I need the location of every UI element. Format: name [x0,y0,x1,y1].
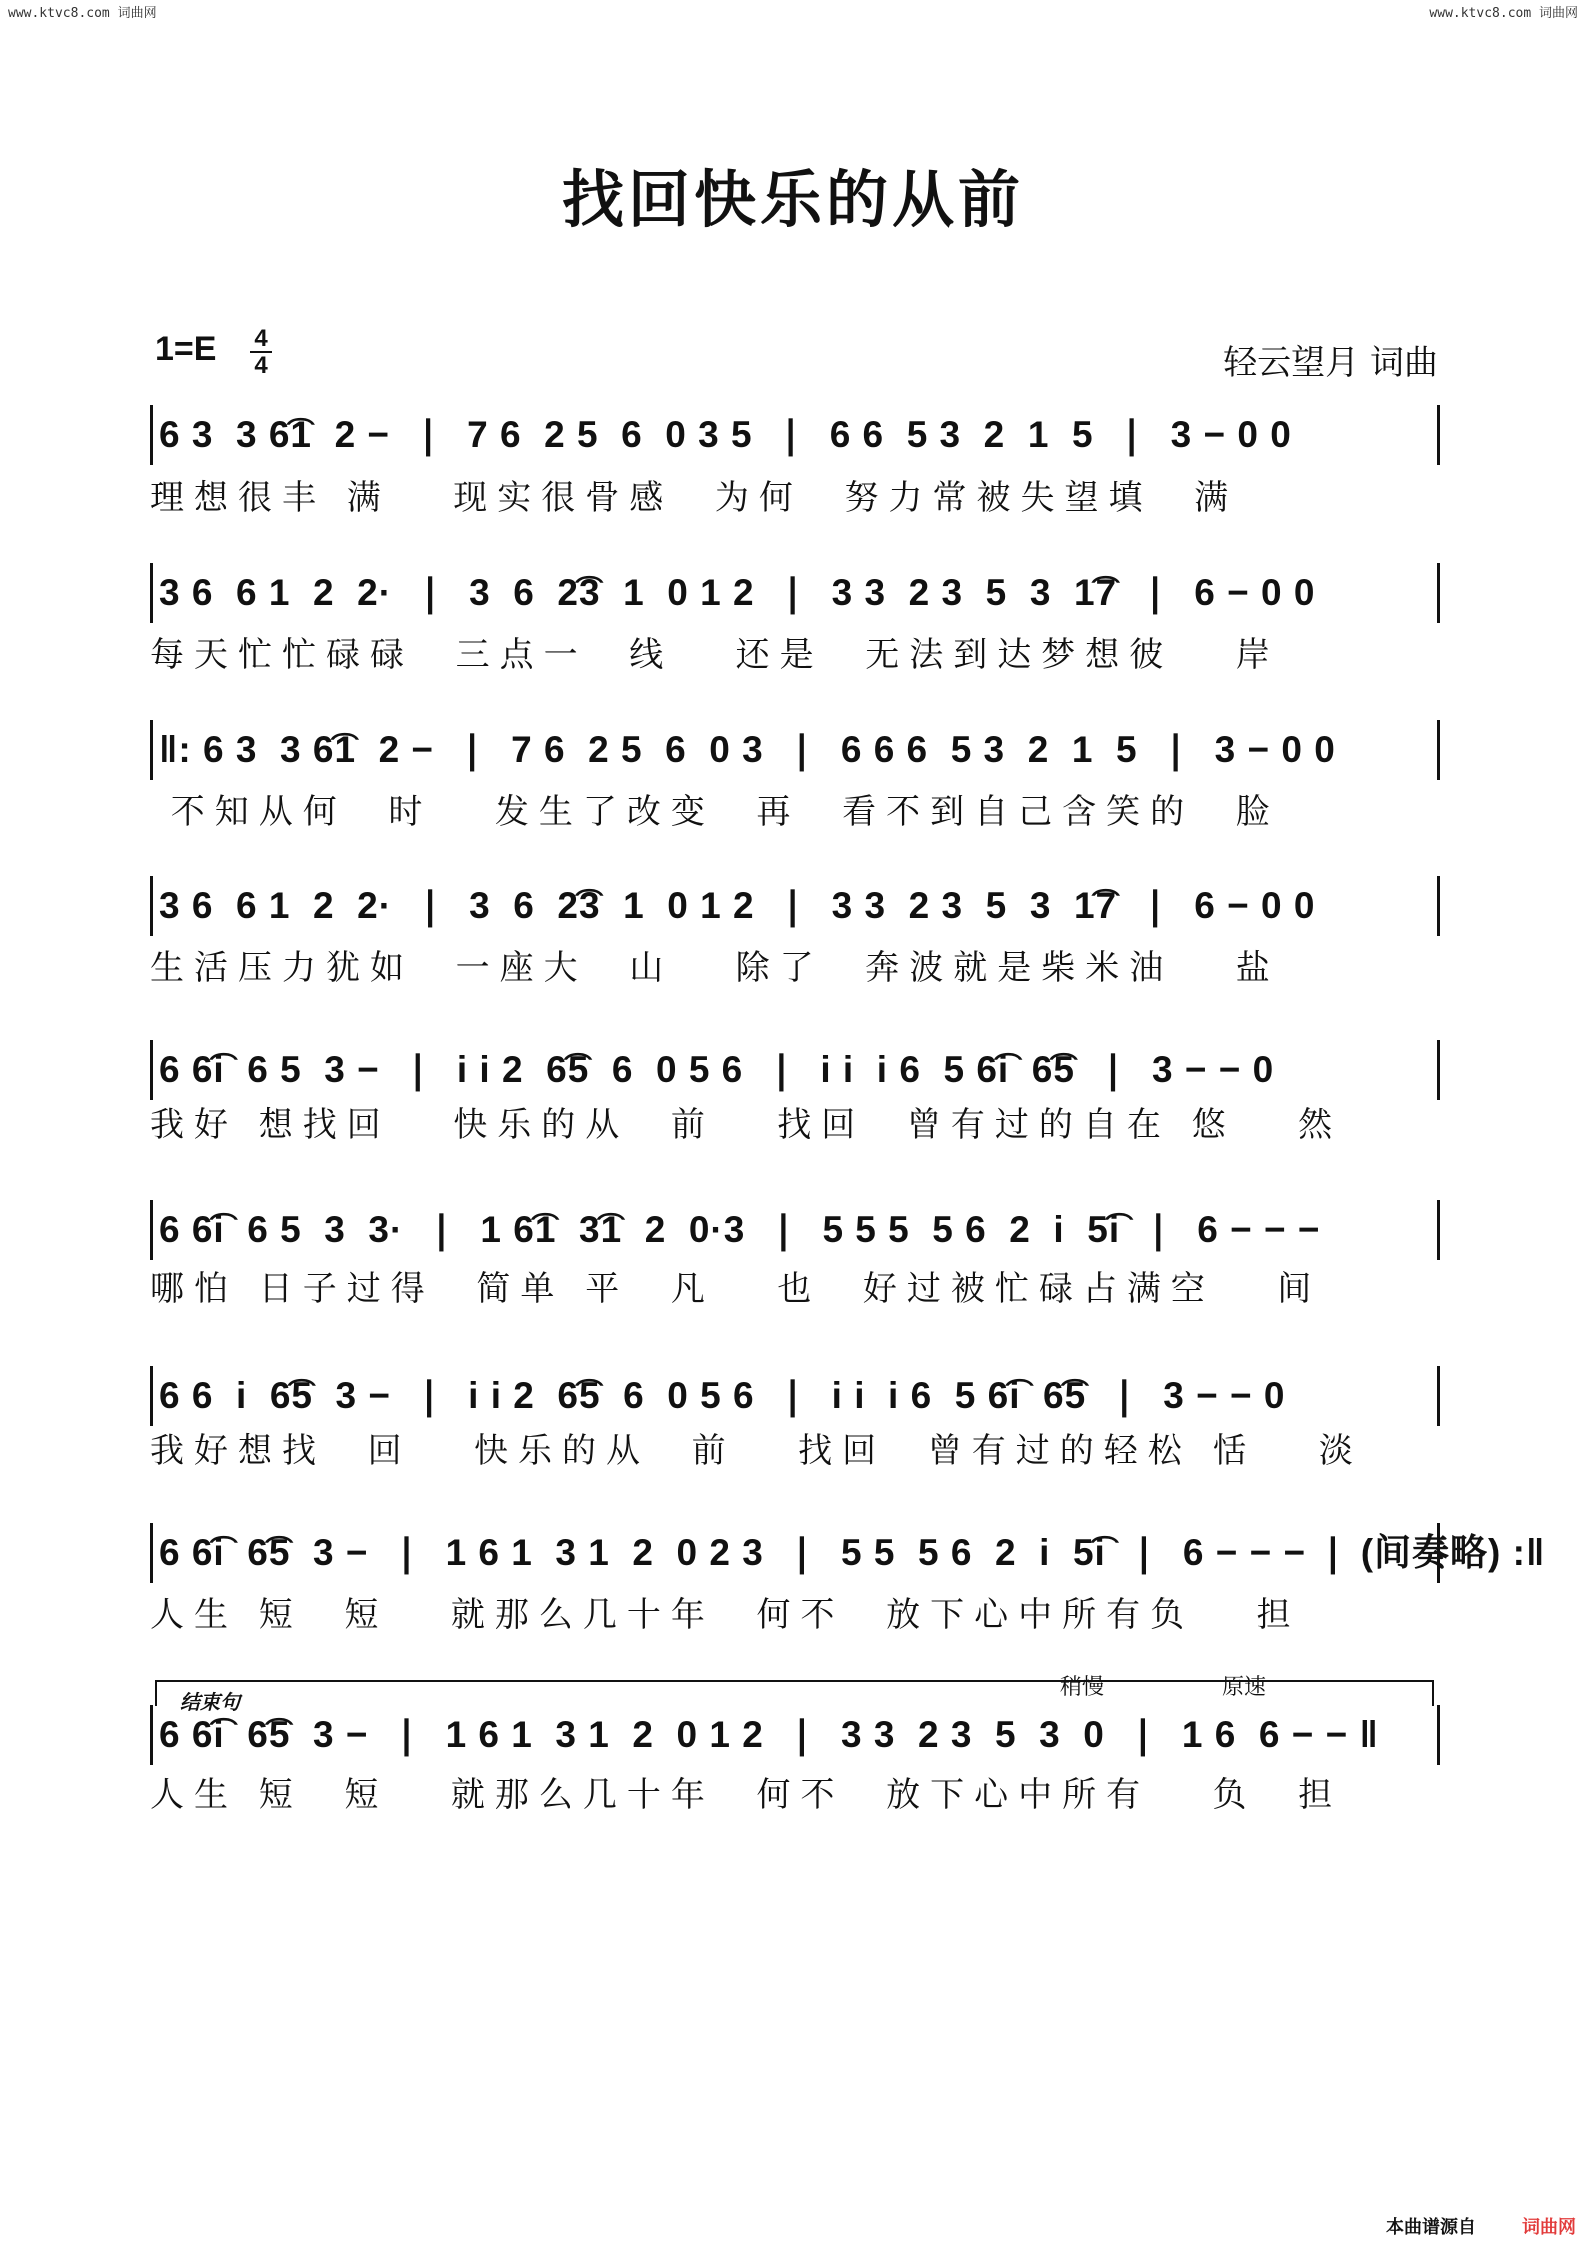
tempo-original-marking: 原速 [1222,1674,1267,1699]
lyric-row-4: 生活压力犹如 一座大 山 除了 奔波就是柴米油 盐 [150,948,1280,988]
time-signature-top: 4 [250,326,272,353]
time-signature [250,326,272,378]
time-signature-bottom: 4 [254,352,268,379]
lyric-row-3: 不知从何 时 发生了改变 再 看不到自己含笑的 脸 [150,792,1280,832]
notation-row-9: 6 6͡i 6͡5 3 − ❘ 1 6 1 3 1 2 0 1 2 ❘ 3 3 2 3 5 3 0 ❘ 1 6 6 − − ‖ [150,1705,1440,1765]
key-signature: 1=E [155,330,217,368]
notation-row-4: 3 6 6 1 2 2· ❘ 3 6 2͡3 1 0 1 2 ❘ 3 3 2 3 5 3 1͡7 ❘ 6 − 0 0 [150,876,1440,936]
lyric-row-6: 哪怕 日子过得 简单 平 凡 也 好过被忙碌占满空 间 [150,1269,1322,1309]
lyric-row-8: 人生 短 短 就那么几十年 何不 放下心中所有负 担 [150,1595,1301,1635]
notation-row-2: 3 6 6 1 2 2· ❘ 3 6 2͡3 1 0 1 2 ❘ 3 3 2 3 5 3 1͡7 ❘ 6 − 0 0 [150,563,1440,623]
lyric-row-5: 我好 想找回 快乐的从 前 找回 曾有过的自在 悠 然 [150,1105,1343,1145]
notation-row-5: 6 6͡i 6 5 3 − ❘ i i 2 6͡5 6 0 5 6 ❘ i i i 6 5 6͡i 6͡5 ❘ 3 − − 0 [150,1040,1440,1100]
notation-row-8: 6 6͡i 6͡5 3 − ❘ 1 6 1 3 1 2 0 2 3 ❘ 5 5 5 6 2 i 5͡i ❘ 6 − − − ❘ (间奏略) :‖ [150,1523,1440,1583]
footer-site-link[interactable]: 词曲网 [1522,2217,1576,2237]
watermark-right: www.ktvc8.com 词曲网 [1429,6,1578,21]
lyric-row-1: 理想很丰 满 现实很骨感 为何 努力常被失望填 满 [150,478,1239,518]
tempo-slow-marking: 稍慢 [1060,1674,1105,1699]
footer-source-label: 本曲谱源自 [1386,2217,1476,2237]
watermark-left: www.ktvc8.com 词曲网 [8,6,157,21]
author-credit: 轻云望月 词曲 [1223,343,1438,383]
ending-label: 结束句 [180,1692,240,1714]
notation-row-6: 6 6͡i 6 5 3 3· ❘ 1 6͡1 3͡1 2 0·3 ❘ 5 5 5 5 6 2 i 5͡i ❘ 6 − − − [150,1200,1440,1260]
notation-row-1: 6 3 3 6͡1 2 − ❘ 7 6 2 5 6 0 3 5 ❘ 6 6 5 3 2 1 5 ❘ 3 − 0 0 [150,405,1440,465]
lyric-row-7: 我好想找 回 快乐的从 前 找回 曾有过的轻松 恬 淡 [150,1431,1363,1471]
song-title: 找回快乐的从前 [561,163,1024,236]
notation-row-3: ‖: 6 3 3 6͡1 2 − ❘ 7 6 2 5 6 0 3 ❘ 6 6 6 5 3 2 1 5 ❘ 3 − 0 0 [150,720,1440,780]
lyric-row-9: 人生 短 短 就那么几十年 何不 放下心中所有 负 担 [150,1775,1343,1815]
notation-row-7: 6 6 i 6͡5 3 − ❘ i i 2 6͡5 6 0 5 6 ❘ i i i 6 5 6͡i 6͡5 ❘ 3 − − 0 [150,1366,1440,1426]
lyric-row-2: 每天忙忙碌碌 三点一 线 还是 无法到达梦想彼 岸 [150,635,1280,675]
